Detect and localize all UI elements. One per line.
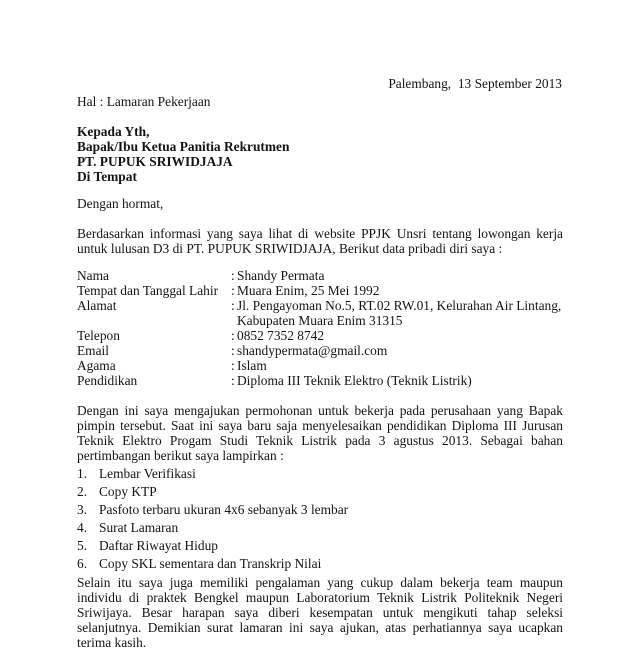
recipient-line: Di Tempat xyxy=(77,169,137,184)
attachment-text: Surat Lamaran xyxy=(99,520,179,535)
attachment-number: 1. xyxy=(77,466,88,481)
intro-paragraph: Berdasarkan informasi yang saya lihat di website PPJK Unsri tentang lowongan kerja untuk lulusan D3 di PT. PUPUK SRIWIDJAJA, Berikut data pribadi diri saya : xyxy=(77,226,563,256)
field-value-continued: Kabupaten Muara Enim 31315 xyxy=(237,313,403,328)
attachment-text: Pasfoto terbaru ukuran 4x6 sebanyak 3 lembar xyxy=(99,502,349,517)
field-label: Tempat dan Tanggal Lahir xyxy=(77,283,219,298)
field-separator: : xyxy=(231,328,235,343)
field-separator: : xyxy=(231,373,235,388)
field-value: shandypermata@gmail.com xyxy=(237,343,388,358)
field-label: Agama xyxy=(77,358,116,373)
field-label: Telepon xyxy=(77,328,120,343)
field-value: Islam xyxy=(237,358,267,373)
attachment-item xyxy=(77,502,563,517)
attachment-number: 3. xyxy=(77,502,88,517)
field-value: Jl. Pengayoman No.5, RT.02 RW.01, Kelurahan Air Lintang, xyxy=(237,298,562,313)
field-separator: : xyxy=(231,268,235,283)
field-label: Email xyxy=(77,343,109,358)
field-separator: : xyxy=(231,283,235,298)
recipient-line: Bapak/Ibu Ketua Panitia Rekrutmen xyxy=(77,139,290,154)
field-separator: : xyxy=(231,358,235,373)
personal-row xyxy=(77,343,563,358)
recipient-block xyxy=(77,124,563,184)
field-label: Nama xyxy=(77,268,109,283)
closing-paragraph: Selain itu saya juga memiliki pengalaman yang cukup dalam bekerja team maupun individu di praktek Bengkel maupun Laboratorium Teknik Listrik Politeknik Negeri Sriwijaya. Besar harapan saya diberi kesempatan untuk mengikuti tahap seleksi selanjutnya. Demikian surat lamaran ini saya ajukan, atas perhatiannya saya ucapkan terima kasih. xyxy=(77,575,563,650)
attachment-number: 5. xyxy=(77,538,88,553)
personal-row xyxy=(77,358,563,373)
personal-row xyxy=(77,373,563,388)
field-label: Pendidikan xyxy=(77,373,138,388)
personal-row xyxy=(77,268,563,283)
attachment-number: 4. xyxy=(77,520,88,535)
field-value: Muara Enim, 25 Mei 1992 xyxy=(237,283,380,298)
field-value: Diploma III Teknik Elektro (Teknik Listrik) xyxy=(237,373,472,388)
attachment-number: 2. xyxy=(77,484,88,499)
place-date: Palembang, 13 September 2013 xyxy=(388,76,562,91)
field-value: Shandy Permata xyxy=(237,268,325,283)
attachment-text: Daftar Riwayat Hidup xyxy=(99,538,218,553)
personal-row xyxy=(77,298,563,328)
attachment-item xyxy=(77,556,563,571)
attachment-item xyxy=(77,484,563,499)
body-paragraph: Dengan ini saya mengajukan permohonan untuk bekerja pada perusahaan yang Bapak pimpin tersebut. Saat ini saya baru saja menyelesaikan pendidikan Diploma III Jurusan Teknik Elektro Progam Studi Teknik Listrik pada 3 agustus 2013. Sebagai bahan pertimbangan berikut saya lampirkan : xyxy=(77,403,563,463)
attachment-item xyxy=(77,466,563,481)
attachment-item xyxy=(77,538,563,553)
personal-row xyxy=(77,283,563,298)
recipient-line: Kepada Yth, xyxy=(77,124,150,139)
attachment-text: Copy SKL sementara dan Transkrip Nilai xyxy=(99,556,322,571)
attachment-number: 6. xyxy=(77,556,88,571)
field-label: Alamat xyxy=(77,298,117,313)
field-separator: : xyxy=(231,343,235,358)
recipient-line: PT. PUPUK SRIWIDJAJA xyxy=(77,154,233,169)
attachment-item xyxy=(77,520,563,535)
attachment-text: Copy KTP xyxy=(99,484,157,499)
attachment-text: Lembar Verifikasi xyxy=(99,466,196,481)
greeting: Dengan hormat, xyxy=(77,196,164,211)
subject-line: Hal : Lamaran Pekerjaan xyxy=(77,94,211,109)
field-value: 0852 7352 8742 xyxy=(237,328,325,343)
field-separator: : xyxy=(231,298,235,313)
personal-row xyxy=(77,328,563,343)
